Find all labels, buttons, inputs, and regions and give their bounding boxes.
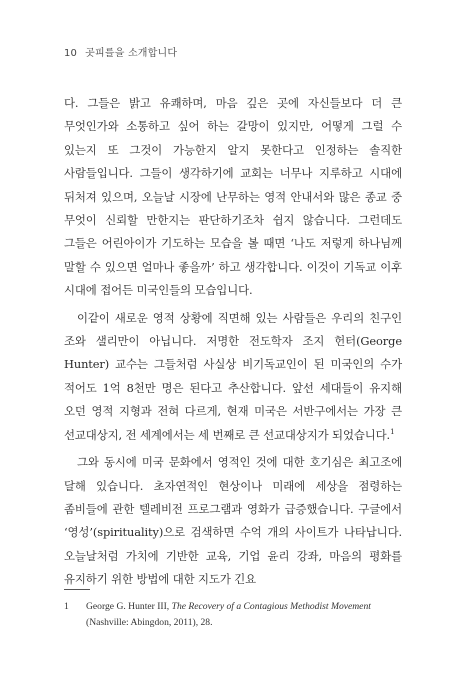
paragraph-2-text: 이같이 새로운 영적 상황에 직면해 있는 사람들은 우리의 친구인 조와 샐리만이 아닙니다. 저명한 전도학자 조지 헌터(George Hunter) 교수는 그들처럼 사실상 비기독교인이 된 미국인의 수가 적어도 1억 8천만 명은 된다고 추산합니다. 앞선 세대들이 유지해 오던 영적 지형과 전혀 다르게, 현재 미국은 서반구에서는 가장 큰 선교대상지, 전 세계에서는 세 번째로 큰 선교대상지가 되었습니다. [64, 310, 402, 442]
footnote-reference[interactable]: 1 [390, 427, 395, 436]
running-head-title: 곳피를을 소개합니다 [85, 48, 178, 59]
paragraph-1: 다. 그들은 밝고 유쾌하며, 마음 깊은 곳에 자신들보다 더 큰 무엇인가와 소통하고 싶어 하는 갈망이 있지만, 어떻게 그럴 수 있는지 또 그것이 가능한지 알지 못한다고 인정하는 솔직한 사람들입니다. 그들이 생각하기에 교회는 너무나 지루하고 시대에 뒤처져 있으며, 오늘날 시장에 난무하는 영적 안내서와 많은 종교 중 무엇이 신뢰할 만한지는 판단하기조차 쉽지 않습니다. 그런데도 그들은 어린아이가 기도하는 모습을 볼 때면 ‘나도 저렇게 하나님께 말할 수 있으면 얼마나 좋을까’ 하고 생각합니다. 이것이 기독교 이후 시대에 접어든 미국인들의 모습입니다. [64, 96, 402, 298]
paragraph-3: 그와 동시에 미국 문화에서 영적인 것에 대한 호기심은 최고조에 달해 있습니다. 초자연적인 현상이나 미래에 세상을 점령하는 좀비들에 관한 텔레비전 프로그램과 영화가 급증했습니다. 구글에서 ‘영성’(spirituality)으로 검색하면 수억 개의 사이트가 나타납니다. 오늘날처럼 가치에 기반한 교육, 기업 윤리 강좌, 마음의 평화를 유지하기 위한 방법에 대한 지도가 긴요 [64, 455, 402, 587]
paragraph-2 [64, 307, 402, 447]
footnote-divider [64, 589, 90, 590]
running-head [64, 44, 177, 59]
footnote-body [86, 599, 406, 631]
footnote-number: 1 [64, 601, 69, 612]
page-number: 10 [64, 48, 78, 59]
footnote-book-title: The Recovery of a Contagious Methodist Movement [171, 601, 371, 612]
body-text [64, 92, 402, 592]
footnote-author: George G. Hunter III, [86, 601, 172, 612]
footnote-publication: (Nashville: Abingdon, 2011), 28. [86, 617, 213, 628]
footnote [64, 599, 406, 631]
